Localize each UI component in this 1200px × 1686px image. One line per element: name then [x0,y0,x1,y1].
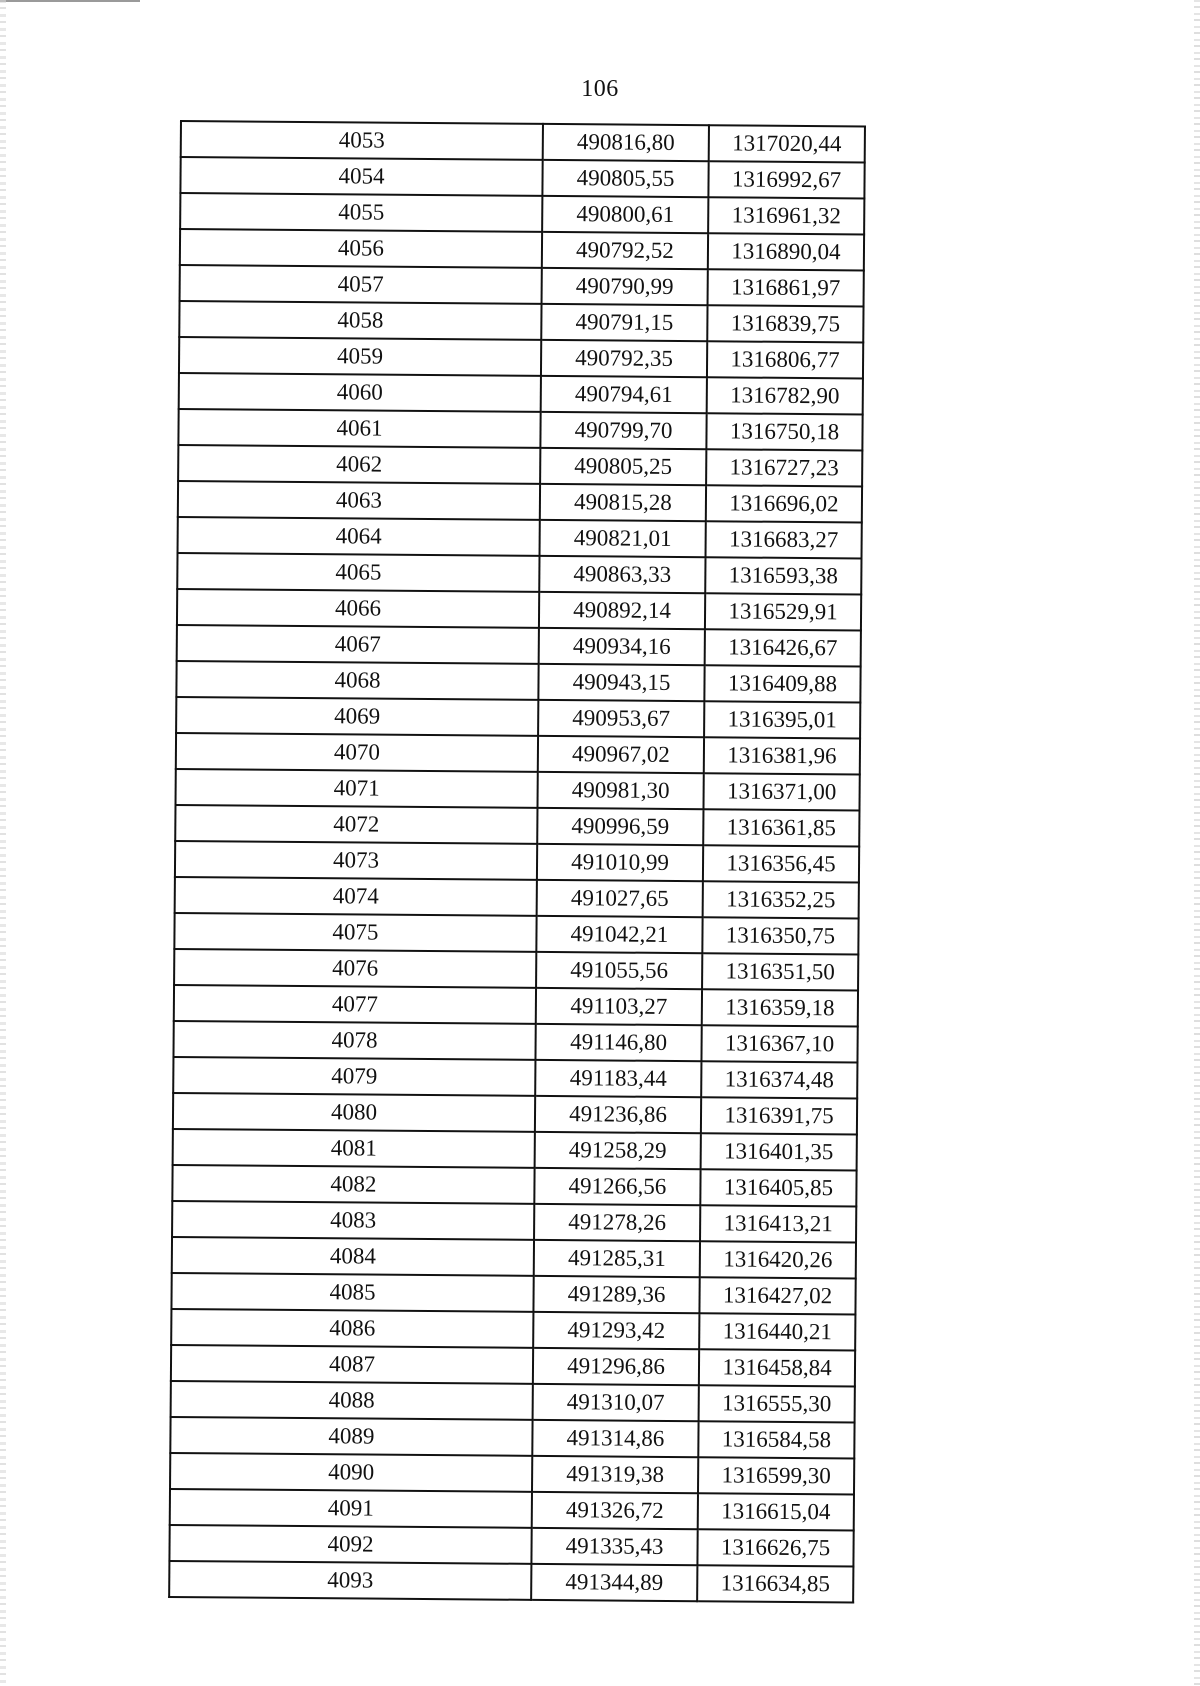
table-row [171,1345,855,1386]
table-row [172,1237,856,1278]
y-coordinate-cell: 1316727,23 [706,449,862,486]
y-coordinate-cell: 1316351,50 [702,953,858,990]
table-row [180,193,864,234]
table-row [173,1129,857,1170]
x-coordinate-cell: 491146,80 [535,1024,701,1061]
point-number-cell: 4066 [177,589,539,628]
x-coordinate-cell: 491010,99 [537,844,703,881]
table-row [180,229,864,270]
x-coordinate-cell: 490943,15 [538,664,704,701]
x-coordinate-cell: 490821,01 [540,520,706,557]
y-coordinate-cell: 1316615,04 [698,1493,854,1530]
point-number-cell: 4067 [177,625,539,664]
page-number: 106 [581,76,619,102]
point-number-cell: 4057 [180,265,542,304]
y-coordinate-cell: 1317020,44 [709,125,865,162]
table-row [173,1093,857,1134]
table-row [178,517,862,558]
table-row [175,841,859,882]
y-coordinate-cell: 1316413,21 [700,1205,856,1242]
y-coordinate-cell: 1316458,84 [699,1349,855,1386]
table-row [170,1489,854,1530]
y-coordinate-cell: 1316371,00 [703,773,859,810]
y-coordinate-cell: 1316427,02 [699,1277,855,1314]
coordinates-table [168,120,866,1603]
y-coordinate-cell: 1316395,01 [704,701,860,738]
x-coordinate-cell: 490790,99 [542,268,708,305]
table-row [176,733,860,774]
point-number-cell: 4064 [178,517,540,556]
x-coordinate-cell: 490934,16 [539,628,705,665]
x-coordinate-cell: 490792,52 [542,232,708,269]
table-row [174,949,858,990]
y-coordinate-cell: 1316374,48 [701,1061,857,1098]
x-coordinate-cell: 491285,31 [534,1240,700,1277]
x-coordinate-cell: 491326,72 [532,1492,698,1529]
table-row [173,1021,857,1062]
x-coordinate-cell: 491319,38 [532,1456,698,1493]
x-coordinate-cell: 490792,35 [541,340,707,377]
x-coordinate-cell: 491335,43 [531,1528,697,1565]
point-number-cell: 4069 [176,697,538,736]
y-coordinate-cell: 1316839,75 [707,305,863,342]
point-number-cell: 4086 [171,1309,533,1348]
x-coordinate-cell: 491344,89 [531,1564,697,1601]
x-coordinate-cell: 491293,42 [533,1312,699,1349]
point-number-cell: 4070 [176,733,538,772]
x-coordinate-cell: 490996,59 [537,808,703,845]
table-row [175,877,859,918]
y-coordinate-cell: 1316359,18 [702,989,858,1026]
coordinates-table-body [169,121,865,1602]
point-number-cell: 4083 [172,1201,534,1240]
table-row [171,1273,855,1314]
x-coordinate-cell: 491055,56 [536,952,702,989]
x-coordinate-cell: 491236,86 [535,1096,701,1133]
table-row [172,1165,856,1206]
table-row [178,409,862,450]
x-coordinate-cell: 490816,80 [543,124,709,161]
y-coordinate-cell: 1316696,02 [706,485,862,522]
table-row [175,805,859,846]
y-coordinate-cell: 1316391,75 [701,1097,857,1134]
table-row [171,1381,855,1422]
point-number-cell: 4062 [178,445,540,484]
point-number-cell: 4059 [179,337,541,376]
y-coordinate-cell: 1316890,04 [708,233,864,270]
point-number-cell: 4068 [176,661,538,700]
point-number-cell: 4079 [173,1057,535,1096]
y-coordinate-cell: 1316350,75 [702,917,858,954]
table-row [176,661,860,702]
table-row [174,985,858,1026]
y-coordinate-cell: 1316626,75 [697,1529,853,1566]
x-coordinate-cell: 490967,02 [538,736,704,773]
x-coordinate-cell: 490800,61 [542,196,708,233]
table-row [177,589,861,630]
y-coordinate-cell: 1316409,88 [704,665,860,702]
point-number-cell: 4071 [176,769,538,808]
table-row [173,1057,857,1098]
y-coordinate-cell: 1316599,30 [698,1457,854,1494]
y-coordinate-cell: 1316381,96 [704,737,860,774]
y-coordinate-cell: 1316806,77 [707,341,863,378]
table-row [171,1309,855,1350]
y-coordinate-cell: 1316861,97 [708,269,864,306]
point-number-cell: 4091 [170,1489,532,1528]
x-coordinate-cell: 491103,27 [536,988,702,1025]
point-number-cell: 4061 [178,409,540,448]
x-coordinate-cell: 491278,26 [534,1204,700,1241]
y-coordinate-cell: 1316426,67 [705,629,861,666]
point-number-cell: 4072 [175,805,537,844]
point-number-cell: 4053 [181,121,543,160]
point-number-cell: 4088 [171,1381,533,1420]
y-coordinate-cell: 1316584,58 [698,1421,854,1458]
scan-edge-left [0,0,6,1686]
y-coordinate-cell: 1316992,67 [708,161,864,198]
x-coordinate-cell: 490799,70 [540,412,706,449]
y-coordinate-cell: 1316420,26 [700,1241,856,1278]
x-coordinate-cell: 490805,55 [542,160,708,197]
x-coordinate-cell: 491266,56 [534,1168,700,1205]
y-coordinate-cell: 1316440,21 [699,1313,855,1350]
scan-edge-mark [0,0,140,2]
y-coordinate-cell: 1316401,35 [701,1133,857,1170]
point-number-cell: 4087 [171,1345,533,1384]
y-coordinate-cell: 1316352,25 [703,881,859,918]
point-number-cell: 4076 [174,949,536,988]
point-number-cell: 4078 [173,1021,535,1060]
point-number-cell: 4077 [174,985,536,1024]
x-coordinate-cell: 490805,25 [540,448,706,485]
point-number-cell: 4084 [172,1237,534,1276]
point-number-cell: 4056 [180,229,542,268]
point-number-cell: 4075 [174,913,536,952]
y-coordinate-cell: 1316593,38 [705,557,861,594]
table-row [177,625,861,666]
table-row [170,1417,854,1458]
table-row [180,265,864,306]
table-row [174,913,858,954]
x-coordinate-cell: 491289,36 [533,1276,699,1313]
point-number-cell: 4092 [169,1525,531,1564]
table-row [176,769,860,810]
x-coordinate-cell: 490953,67 [538,700,704,737]
point-number-cell: 4063 [178,481,540,520]
y-coordinate-cell: 1316529,91 [705,593,861,630]
x-coordinate-cell: 491310,07 [533,1384,699,1421]
point-number-cell: 4089 [170,1417,532,1456]
table-row [178,481,862,522]
point-number-cell: 4081 [173,1129,535,1168]
table-row [169,1561,853,1602]
table-row [170,1453,854,1494]
point-number-cell: 4060 [179,373,541,412]
point-number-cell: 4093 [169,1561,531,1600]
point-number-cell: 4080 [173,1093,535,1132]
point-number-cell: 4065 [177,553,539,592]
point-number-cell: 4090 [170,1453,532,1492]
point-number-cell: 4074 [175,877,537,916]
scan-edge-right [1194,0,1200,1686]
point-number-cell: 4058 [179,301,541,340]
y-coordinate-cell: 1316683,27 [706,521,862,558]
x-coordinate-cell: 491027,65 [537,880,703,917]
x-coordinate-cell: 490794,61 [541,376,707,413]
y-coordinate-cell: 1316782,90 [707,377,863,414]
y-coordinate-cell: 1316961,32 [708,197,864,234]
point-number-cell: 4054 [180,157,542,196]
y-coordinate-cell: 1316356,45 [703,845,859,882]
x-coordinate-cell: 490815,28 [540,484,706,521]
table-row [169,1525,853,1566]
table-row [177,553,861,594]
y-coordinate-cell: 1316634,85 [697,1565,853,1602]
table-row [179,301,863,342]
table-row [176,697,860,738]
y-coordinate-cell: 1316367,10 [701,1025,857,1062]
table-row [172,1201,856,1242]
point-number-cell: 4055 [180,193,542,232]
x-coordinate-cell: 491314,86 [532,1420,698,1457]
x-coordinate-cell: 490892,14 [539,592,705,629]
point-number-cell: 4082 [172,1165,534,1204]
table-row [180,157,864,198]
x-coordinate-cell: 491258,29 [535,1132,701,1169]
y-coordinate-cell: 1316361,85 [703,809,859,846]
y-coordinate-cell: 1316555,30 [699,1385,855,1422]
y-coordinate-cell: 1316405,85 [700,1169,856,1206]
table-row [181,121,865,162]
point-number-cell: 4085 [171,1273,533,1312]
x-coordinate-cell: 491042,21 [536,916,702,953]
table-row [179,373,863,414]
x-coordinate-cell: 490863,33 [539,556,705,593]
x-coordinate-cell: 491183,44 [535,1060,701,1097]
y-coordinate-cell: 1316750,18 [706,413,862,450]
x-coordinate-cell: 490981,30 [537,772,703,809]
table-row [179,337,863,378]
table-row [178,445,862,486]
x-coordinate-cell: 491296,86 [533,1348,699,1385]
x-coordinate-cell: 490791,15 [541,304,707,341]
point-number-cell: 4073 [175,841,537,880]
